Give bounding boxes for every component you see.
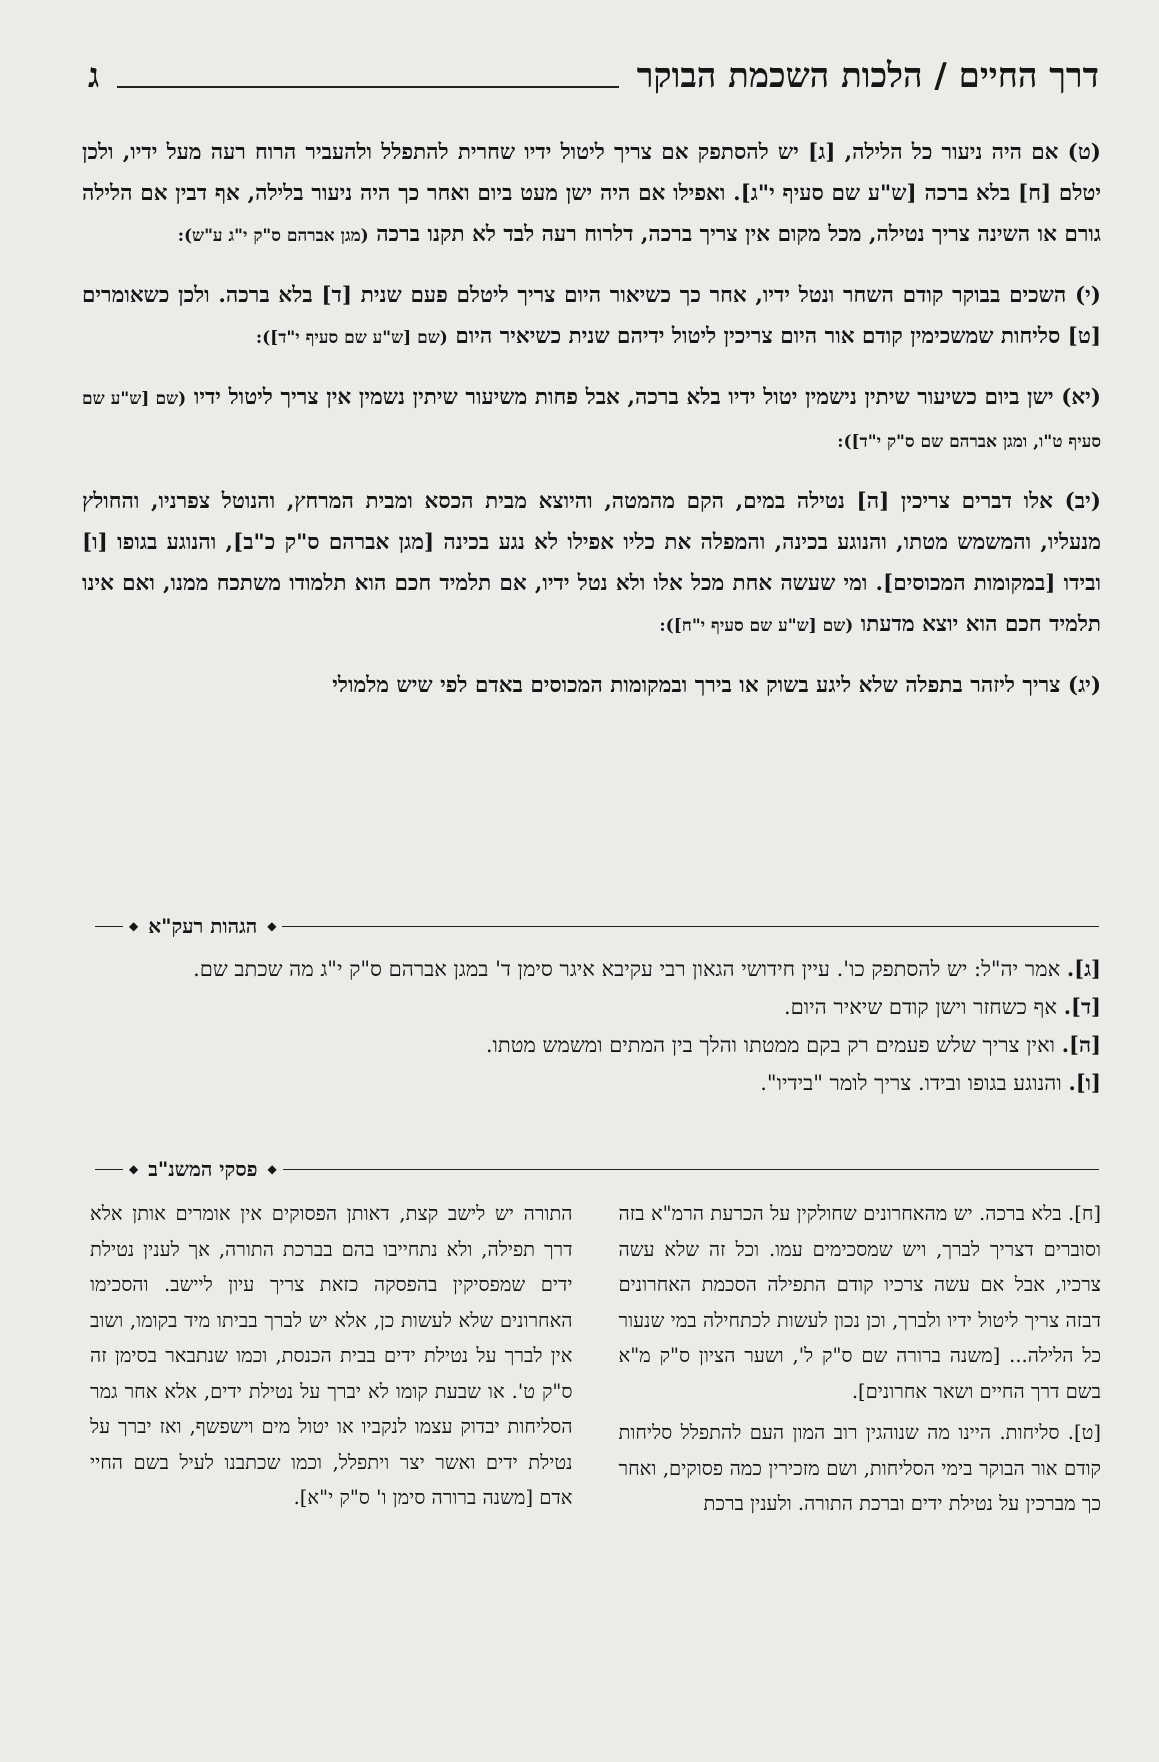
paragraph-text: ישן ביום כשיעור שיתין נישמין יטול ידיו בלא ברכה, אבל פחות משיעור שיתין נשמין אין צריך ליטול ידיו — [193, 385, 1054, 410]
heading-rule — [282, 926, 1099, 927]
heading-rule — [283, 1169, 1099, 1170]
paragraph-label: (יב) — [1064, 489, 1101, 514]
note-label: [ו]. — [1068, 1070, 1101, 1095]
heading-rule — [95, 1169, 123, 1170]
note-item — [90, 950, 1101, 988]
paragraph-source: (מגן אברהם ס"ק י"ג ע"ש): — [177, 226, 369, 246]
commentary-left-column — [90, 1196, 573, 1528]
note-label: [ג]. — [1066, 956, 1101, 981]
paragraph-text: צריך ליזהר בתפלה שלא ליגע בשוק או בירך ובמקומות המכוסים באדם לפי שיש מלמולי — [332, 673, 1061, 698]
commentary-columns — [90, 1196, 1101, 1528]
note-text: ואין צריך שלש פעמים רק בקם ממטתו והלך בין המתים ומשמש מטתו. — [485, 1033, 1056, 1057]
commentary-heading — [95, 1155, 1099, 1183]
paragraph-label: (י) — [1075, 283, 1101, 308]
commentary-title: פסקי המשנ"ב — [148, 1156, 258, 1181]
paragraph-yud-alef — [82, 377, 1101, 463]
running-title: דרך החיים / הלכות השכמת הבוקר — [636, 56, 1099, 96]
note-item — [90, 1026, 1101, 1064]
running-head — [88, 52, 1099, 96]
paragraph-text: אלו דברים צריכין [ה] נטילה במים, הקם מהמטה, והיוצא מבית הכסא ומבית המרחץ, והנוטל צפרניו, והחולץ מנעליו, והמשמש מטתו, והנוגע בכינה, והמפלה את כליו אפילו לא נגע בכינה [מגן אברהם ס"ק כ"ב], והנוגע בגופו [ו] ובידו [במקומות המכוסים]. ומי שעשה אחת מכל אלו ולא נטל ידיו, אם תלמיד חכם הוא תלמודו משתכח ממנו, ואם אינו תלמיד חכם הוא יוצא מדעתו — [82, 489, 1101, 637]
bullet-icon: ◆ — [129, 919, 139, 933]
note-text: והנוגע בגופו ובידו. צריך לומר "בידיו". — [760, 1071, 1062, 1095]
paragraph-label: (ט) — [1067, 140, 1101, 165]
paragraph-source: (שם [ש"ע שם סעיף י"ח]): — [659, 616, 854, 636]
commentary-right-column — [619, 1196, 1102, 1528]
commentary-paragraph: התורה יש לישב קצת, דאותן הפסוקים אין אומרים אותן אלא דרך תפילה, ולא נתחייבו בהם בברכת התורה, אך לענין נטילת ידים שמפסיקין בהפסקה כזאת צריך עיון ליישב. והסכימו האחרונים שלא לעשות כן, אלא יש לברך בביתו מיד בקומו, ושוב אין לברך על נטילת ידים בבית הכנסת, וכמו שנתבאר בסימן זה ס"ק ט'. או שבעת קומו לא יברך על נטילת ידים, אלא אחר גמר הסליחות יבדוק עצמו לנקביו או יטול מים וישפשף, ואז יברך על נטילת ידים ואשר יצר ויתפלל, וכמו שכתבנו לעיל בשם החיי אדם [משנה ברורה סימן ו' ס"ק י"א]. — [90, 1202, 573, 1509]
notes-title: הגהות רעק"א — [148, 913, 258, 938]
page-number: ג — [88, 56, 100, 96]
paragraph-yud — [82, 275, 1101, 359]
paragraph-yud-bet — [82, 481, 1101, 647]
main-text — [82, 132, 1101, 726]
paragraph-label: (יא) — [1061, 385, 1101, 410]
note-item — [90, 1064, 1101, 1102]
paragraph-source: (שם [ש"ע שם סעיף ט"ו, ומגן אברהם שם ס"ק י"ד]): — [82, 389, 1101, 452]
note-item — [90, 988, 1101, 1026]
header-rule — [117, 86, 618, 88]
rakba-notes — [90, 950, 1101, 1102]
paragraph-tet — [82, 132, 1101, 257]
notes-heading — [95, 912, 1099, 940]
paragraph-yud-gimel — [82, 665, 1101, 708]
paragraph-source: (שם [ש"ע שם סעיף י"ד]): — [255, 328, 448, 348]
bullet-icon: ◆ — [267, 919, 277, 933]
paragraph-label: (יג) — [1067, 673, 1101, 698]
note-label: [ה]. — [1061, 1032, 1101, 1057]
commentary-paragraph: [ח]. בלא ברכה. יש מהאחרונים שחולקין על הכרעת הרמ"א בזה וסוברים דצריך לברך, ויש שמסכימים עמו. וכל זה שלא עשה צרכיו, אבל אם עשה צרכיו קודם התפילה הסכמת האחרונים דבזה צריך ליטול ידיו ולברך, וכן נכון לעשות לכתחילה במי שנעור כל הלילה... [משנה ברורה שם ס"ק ל', ושער הציון ס"ק מ"א בשם דרך החיים ושאר אחרונים]. — [618, 1202, 1101, 1403]
paragraph-text: אם היה ניעור כל הלילה, [ג] יש להסתפק אם צריך ליטול ידיו שחרית להתפלל ולהעביר הרוח רעה מעל ידיו, ולכן יטלם [ח] בלא ברכה [ש"ע שם סעיף י"ג]. ואפילו אם היה ישן מעט ביום ואחר כך היה ניעור בלילה, אף דבין אם הלילה גורם או השינה צריך נטילה, מכל מקום אין צריך ברכה, דלרוח רעה לבד לא תקנו ברכה — [82, 140, 1101, 247]
note-label: [ד]. — [1063, 994, 1101, 1019]
commentary-paragraph: [ט]. סליחות. היינו מה שנוהגין רוב המון העם להתפלל סליחות קודם אור הבוקר בימי הסליחות, ושם מזכירין כמה פסוקים, ואחר כך מברכין על נטילת ידים וברכת התורה. ולענין ברכת — [618, 1421, 1101, 1515]
paragraph-text: השכים בבוקר קודם השחר ונטל ידיו, אחר כך כשיאור היום צריך ליטלם פעם שנית [ד] בלא ברכה. ולכן כשאומרים [ט] סליחות שמשכימין קודם אור היום צריכין ליטול ידיהם שנית כשיאיר היום — [82, 283, 1101, 349]
note-text: אף כשחזר וישן קודם שיאיר היום. — [783, 995, 1058, 1019]
bullet-icon: ◆ — [129, 1162, 139, 1176]
note-text: אמר יה"ל: יש להסתפק כו'. עיין חידושי הגאון רבי עקיבא איגר סימן ד' במגן אברהם ס"ק י"ג מה שכתב שם. — [193, 957, 1061, 981]
bullet-icon: ◆ — [267, 1162, 277, 1176]
heading-rule — [95, 926, 123, 927]
